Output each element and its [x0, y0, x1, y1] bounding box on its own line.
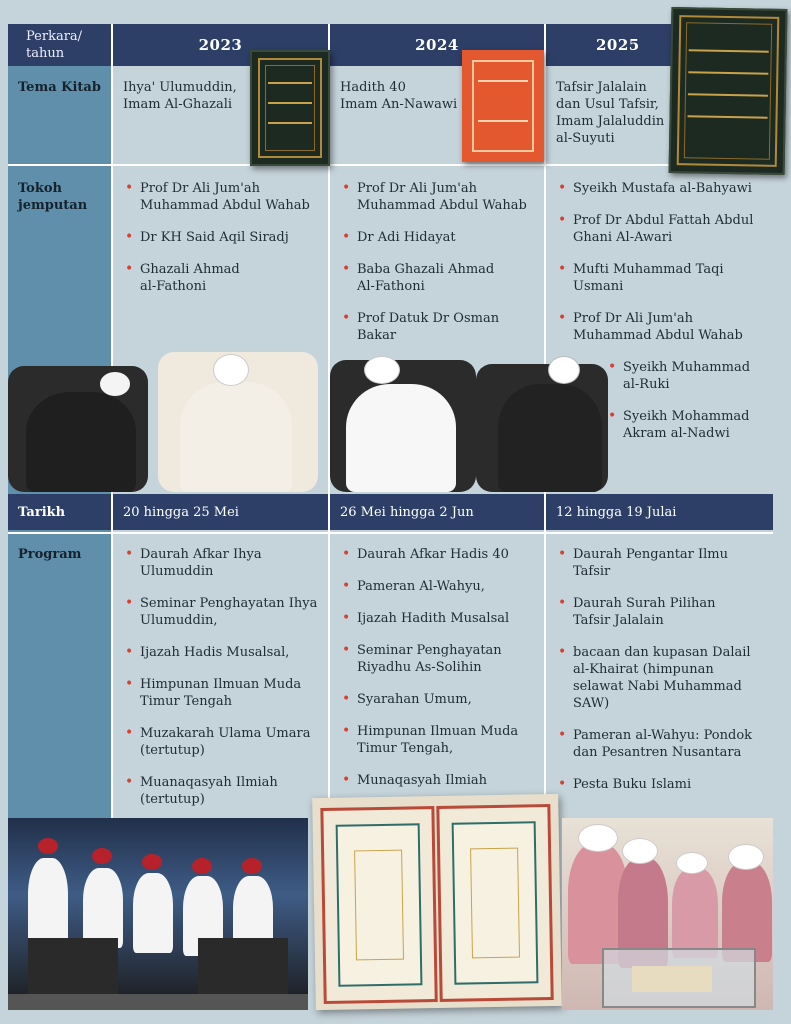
- list-item: • Prof Dr Ali Jum'ah Muhammad Abdul Wahab: [341, 180, 541, 214]
- year-label: 2025: [596, 36, 640, 54]
- tema-kitab-2024: Hadith 40 Imam An-Nawawi: [340, 80, 458, 112]
- list-item: • Baba Ghazali Ahmad Al-Fathoni: [341, 261, 541, 295]
- list-item: • Muzakarah Ulama Umara (tertutup): [124, 725, 324, 759]
- list-item: • Prof Dr Ali Jum'ah Muhammad Abdul Wahab: [557, 310, 771, 344]
- list-item: • Syeikh Mohammad Akram al-Nadwi: [607, 408, 771, 442]
- list-item: • Munaqasyah Ilmiah: [341, 772, 541, 789]
- row-divider: [8, 164, 773, 166]
- row-label-program: Program: [18, 547, 82, 562]
- list-item: • Daurah Afkar Hadis 40: [341, 546, 541, 563]
- list-item: • Ghazali Ahmad al-Fathoni: [124, 261, 324, 295]
- list-item: • Pesta Buku Islami: [557, 776, 771, 793]
- exhibition-photo: [562, 818, 773, 1010]
- list-item: • Ijazah Hadith Musalsal: [341, 610, 541, 627]
- year-label: 2024: [415, 36, 459, 54]
- tema-kitab-2023: Ihya' Ulumuddin, Imam Al-Ghazali: [123, 80, 237, 112]
- list-item: • Daurah Afkar Ihya Ulumuddin: [124, 546, 324, 580]
- book-cover-tafsir-jalalain: [669, 7, 788, 175]
- list-item: • Seminar Penghayatan Riyadhu As-Solihin: [341, 642, 541, 676]
- label-column-lower: [8, 530, 111, 818]
- header-first-cell: [8, 24, 111, 66]
- tarikh-2025: 12 hingga 19 Julai: [556, 505, 677, 520]
- list-item: • Seminar Penghayatan Ihya Ulumuddin,: [124, 595, 324, 629]
- list-item: • Syarahan Umum,: [341, 691, 541, 708]
- program-list-2025: [557, 546, 771, 808]
- list-item: • Himpunan Ilmuan Muda Timur Tengah,: [341, 723, 541, 757]
- list-item: • Daurah Surah Pilihan Tafsir Jalalain: [557, 595, 771, 629]
- list-item: • Pameran Al-Wahyu,: [341, 578, 541, 595]
- tema-kitab-2025: Tafsir Jalalain dan Usul Tafsir, Imam Jalaluddin al-Suyuti: [556, 80, 665, 146]
- list-item: • Prof Dr Abdul Fattah Abdul Ghani Al-Awari: [557, 212, 771, 246]
- list-item: • Syeikh Muhammad al-Ruki: [607, 359, 771, 393]
- row-label-tarikh: Tarikh: [18, 505, 66, 520]
- list-item: • Dr KH Said Aqil Siradj: [124, 229, 324, 246]
- book-cover-ihya: [250, 50, 330, 166]
- concert-photo: [8, 818, 308, 1010]
- list-item: • Prof Datuk Dr Osman Bakar: [341, 310, 541, 344]
- list-item: • Daurah Pengantar Ilmu Tafsir: [557, 546, 771, 580]
- tokoh-list-2023: [124, 180, 324, 310]
- program-list-2024: [341, 546, 541, 804]
- header-first-label: Perkara/ tahun: [26, 29, 83, 61]
- row-label-tema-kitab: Tema Kitab: [18, 80, 101, 95]
- tarikh-2023: 20 hingga 25 Mei: [123, 505, 239, 520]
- list-item: • Dr Adi Hidayat: [341, 229, 541, 246]
- list-item: • Muanaqasyah Ilmiah (tertutup): [124, 774, 324, 808]
- list-item: • Prof Dr Ali Jum'ah Muhammad Abdul Wahab: [124, 180, 324, 214]
- program-list-2023: [124, 546, 324, 823]
- list-item: • Mufti Muhammad Taqi Usmani: [557, 261, 771, 295]
- tokoh-list-2024: [341, 180, 541, 359]
- list-item: • Himpunan Ilmuan Muda Timur Tengah: [124, 676, 324, 710]
- book-cover-hadith-40: [462, 50, 544, 162]
- row-label-tokoh: Tokoh jemputan: [18, 181, 88, 213]
- manuscript-photo: [312, 794, 562, 1010]
- list-item: • bacaan dan kupasan Dalail al-Khairat (himpunan selawat Nabi Muhammad SAW): [557, 644, 771, 712]
- list-item: • Ijazah Hadis Musalsal,: [124, 644, 324, 661]
- list-item: • Syeikh Mustafa al-Bahyawi: [557, 180, 771, 197]
- row-divider: [8, 532, 773, 534]
- tarikh-2024: 26 Mei hingga 2 Jun: [340, 505, 474, 520]
- list-item: • Pameran al-Wahyu: Pondok dan Pesantren Nusantara: [557, 727, 771, 761]
- year-label: 2023: [198, 36, 243, 54]
- panel-discussion-photo: [8, 352, 608, 492]
